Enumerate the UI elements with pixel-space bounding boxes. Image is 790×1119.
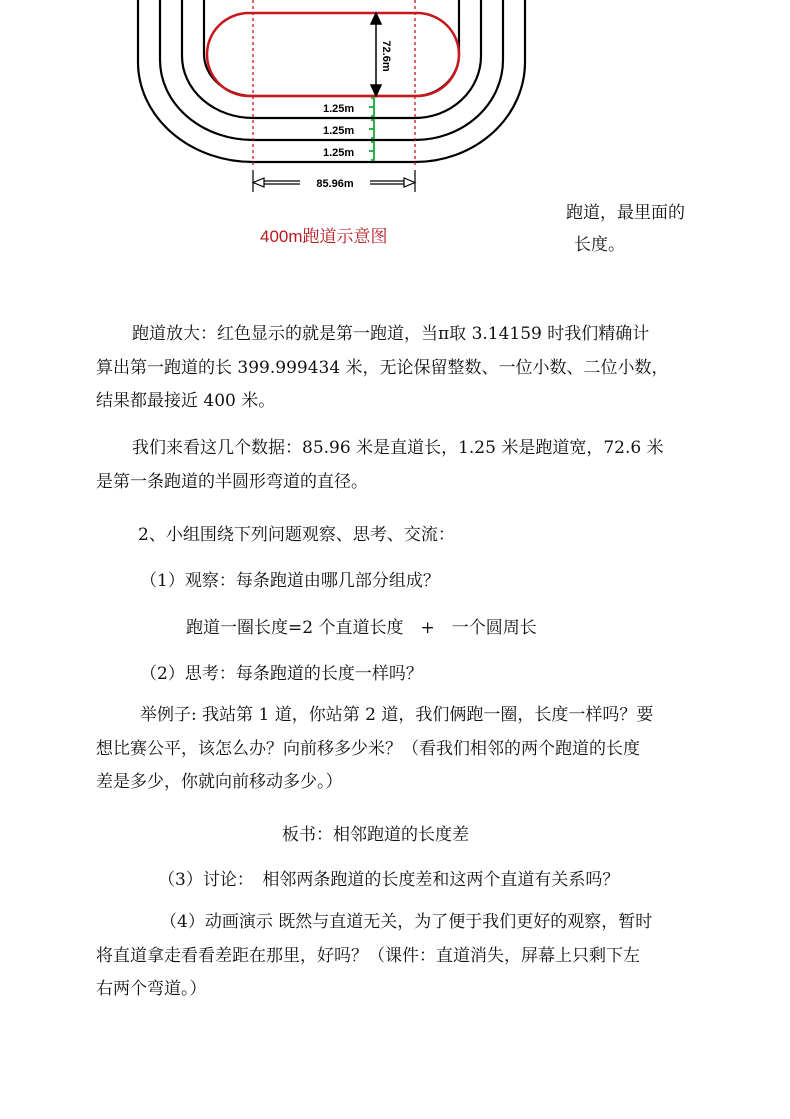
lane-width-label-1: 1.25m (323, 103, 355, 115)
side-fragment-line-2: 长度。 (574, 235, 625, 255)
text-line: 右两个弯道。） (96, 979, 207, 999)
lane-width-marker-2 (369, 120, 374, 138)
first-lane-red (207, 13, 459, 96)
text-line: 举例子: 我站第 1 道，你站第 2 道，我们俩跑一圈，长度一样吗？要 (140, 705, 654, 725)
paragraph-animation (96, 906, 696, 1007)
question-1: （1）观察：每条跑道由哪几部分组成？ (140, 571, 440, 591)
arrow-up-icon (371, 13, 381, 24)
blackboard-note: 板书：相邻跑道的长度差 (282, 825, 469, 845)
text-line: 我们来看这几个数据：85.96 米是直道长，1.25 米是跑道宽，72.6 米 (132, 438, 664, 458)
question-3: （3）讨论： 相邻两条跑道的长度差和这两个直道有关系吗？ (158, 870, 620, 890)
arrow-left-icon (253, 178, 264, 187)
lane-outer-1-left (182, 0, 253, 118)
text-line: 差是多少，你就向前移动多少。） (96, 772, 343, 792)
straight-length-label: 85.96m (316, 178, 354, 190)
text-line: 结果都最接近 400 米。 (96, 391, 276, 411)
arrow-down-icon (371, 85, 381, 96)
figure-caption: 400m跑道示意图 (260, 227, 388, 246)
paragraph-example (96, 699, 696, 800)
lane-width-marker-3 (369, 142, 374, 160)
diameter-label: 72.6m (380, 40, 392, 72)
side-fragment-line-1: 跑道，最里面的 (566, 203, 685, 223)
text-line: 算出第一跑道的长 399.999434 米，无论保留整数、一位小数、二位小数， (96, 357, 669, 378)
text-line: 是第一条跑道的半圆形弯道的直径。 (96, 471, 368, 492)
text-line: （4）动画演示 既然与直道无关，为了便于我们更好的观察，暂时 (160, 912, 653, 932)
text-line: 跑道放大：红色显示的就是第一跑道，当π取 3.14159 时我们精确计 (132, 324, 650, 344)
arrow-right-icon (404, 178, 415, 187)
lane-width-label-2: 1.25m (323, 125, 355, 137)
lane-width-label-3: 1.25m (323, 147, 355, 159)
paragraph-data-explained (96, 432, 696, 499)
lane-outer-3 (253, 0, 525, 162)
step-2-heading: 2、小组围绕下列问题观察、思考、交流： (138, 525, 455, 545)
text-line: 将直道拿走看看差距在那里，好吗？（课件：直道消失，屏幕上只剩下左 (96, 945, 640, 966)
question-2: （2）思考：每条跑道的长度一样吗？ (140, 664, 423, 684)
lane-inner-black-left (204, 0, 253, 96)
lane-width-marker-1 (369, 98, 374, 116)
lane-outer-1 (253, 0, 481, 118)
text-line: 想比赛公平，该怎么办？向前移多少米？（看我们相邻的两个跑道的长度 (96, 738, 640, 759)
lap-length-formula: 跑道一圈长度=2 个直道长度 + 一个圆周长 (186, 618, 537, 638)
paragraph-track-enlarged (96, 318, 696, 419)
